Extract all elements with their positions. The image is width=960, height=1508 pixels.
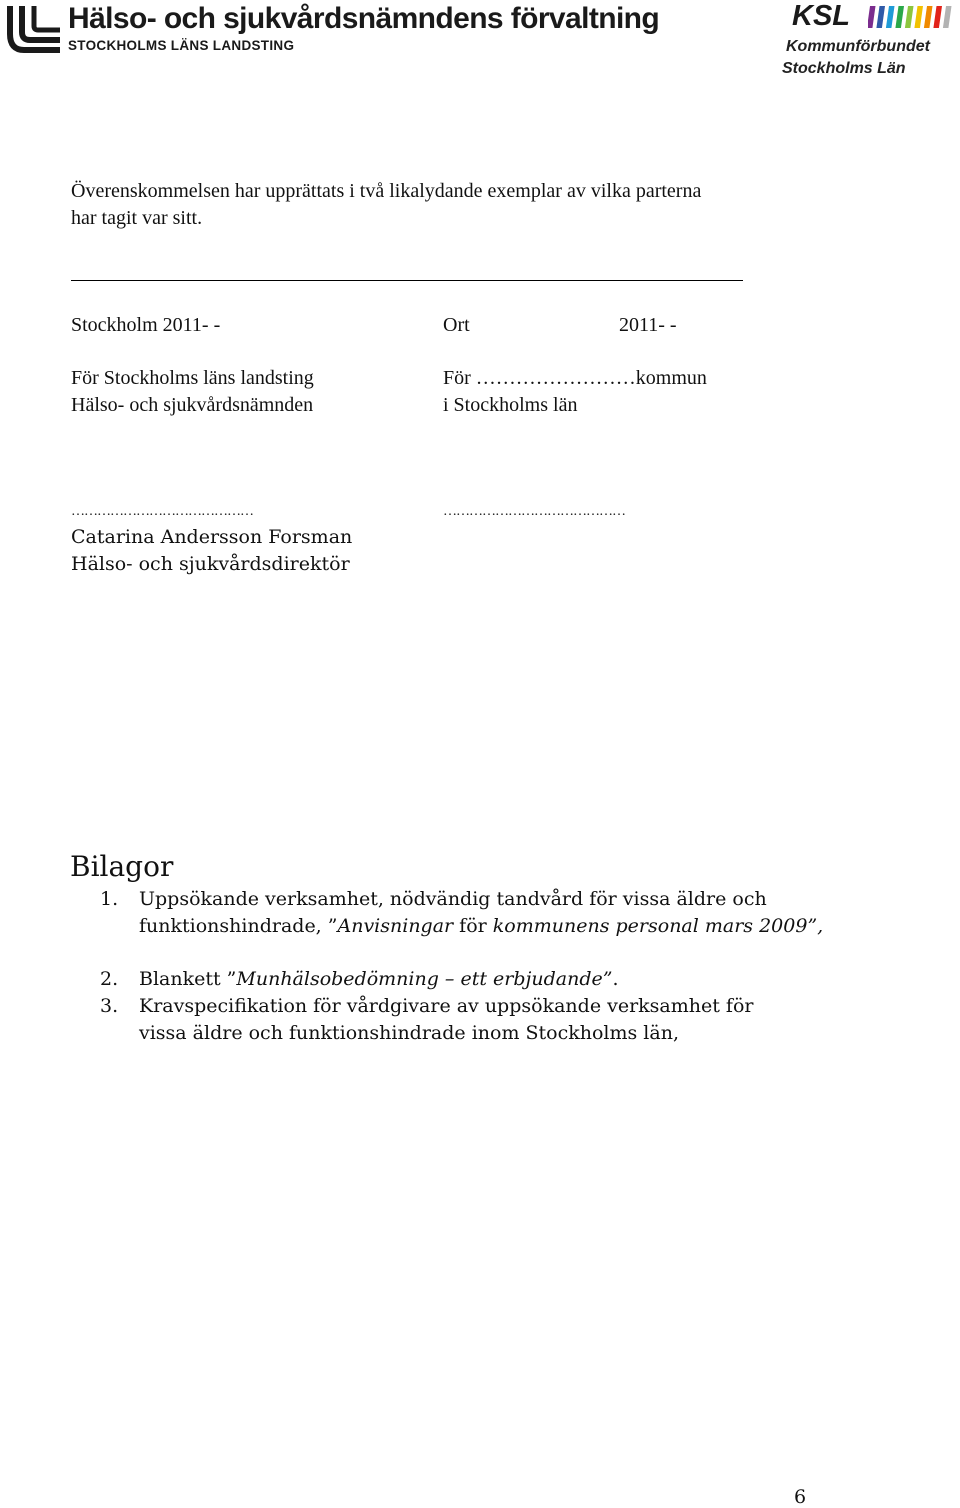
right-signature-line: …………………………………… (443, 504, 625, 519)
ksl-bar (876, 6, 885, 28)
attachment-1-italic-b: kommunens personal mars 2009”, (492, 915, 824, 937)
ksl-bar (914, 6, 923, 28)
ksl-logo-bars (868, 6, 956, 28)
attachment-2-text (139, 966, 829, 993)
attachment-1-text-a: Uppsökande verksamhet, nödvändig tandvård för vissa äldre och funktionshindrade, ” (139, 888, 767, 937)
ksl-bar (868, 6, 876, 28)
right-party-line-1: För ……………………kommun (443, 367, 707, 389)
right-place: Ort (443, 314, 470, 336)
ksl-bar (905, 6, 914, 28)
left-place-date: Stockholm 2011- - (71, 314, 221, 336)
page-number: 6 (794, 1486, 807, 1508)
attachment-1-text-b: för (453, 915, 493, 937)
signer-title: Hälso- och sjukvårdsdirektör (71, 553, 350, 575)
attachment-2-italic: Munhälsobedömning – ett erbjudande” (236, 968, 613, 990)
right-date: 2011- - (619, 314, 677, 336)
divider-line (71, 280, 743, 281)
left-party-line-2: Hälso- och sjukvårdsnämnden (71, 394, 314, 416)
ksl-logo-line1: Kommunförbundet (786, 38, 930, 55)
landsting-logo-title: Hälso- och sjukvårdsnämndens förvaltning (68, 2, 660, 35)
ksl-bar (933, 6, 942, 28)
ksl-logo-abbr: KSL (792, 0, 850, 32)
attachments-heading: Bilagor (70, 850, 174, 883)
attachment-3-number: 3. (100, 995, 119, 1017)
attachment-3-text: Kravspecifikation för vårdgivare av uppsökande verksamhet för vissa äldre och funktionshindrade inom Stockholms län, (139, 995, 754, 1044)
right-party-line-2: i Stockholms län (443, 394, 578, 416)
landsting-logo-mark (2, 4, 62, 54)
attachment-2-number: 2. (100, 968, 119, 990)
ksl-logo-line2: Stockholms Län (782, 60, 906, 77)
attachment-1-number: 1. (100, 888, 119, 910)
ksl-bar (943, 6, 952, 28)
ksl-bar (895, 6, 904, 28)
ksl-bar (886, 6, 895, 28)
attachment-1-text (139, 886, 829, 940)
ksl-bar (924, 6, 933, 28)
left-signature-line: …………………………………… (71, 504, 253, 519)
landsting-logo-subtitle: STOCKHOLMS LÄNS LANDSTING (68, 38, 295, 53)
left-party-line-1: För Stockholms läns landsting (71, 367, 314, 389)
intro-line-1: Överenskommelsen har upprättats i två likalydande exemplar av vilka parterna (71, 180, 702, 202)
attachment-1-italic-a: Anvisningar (337, 915, 454, 937)
intro-line-2: har tagit var sitt. (71, 207, 203, 229)
signer-name: Catarina Andersson Forsman (71, 526, 353, 548)
attachment-2-text-a: Blankett ” (139, 968, 237, 990)
attachment-2-text-b: . (612, 968, 619, 990)
